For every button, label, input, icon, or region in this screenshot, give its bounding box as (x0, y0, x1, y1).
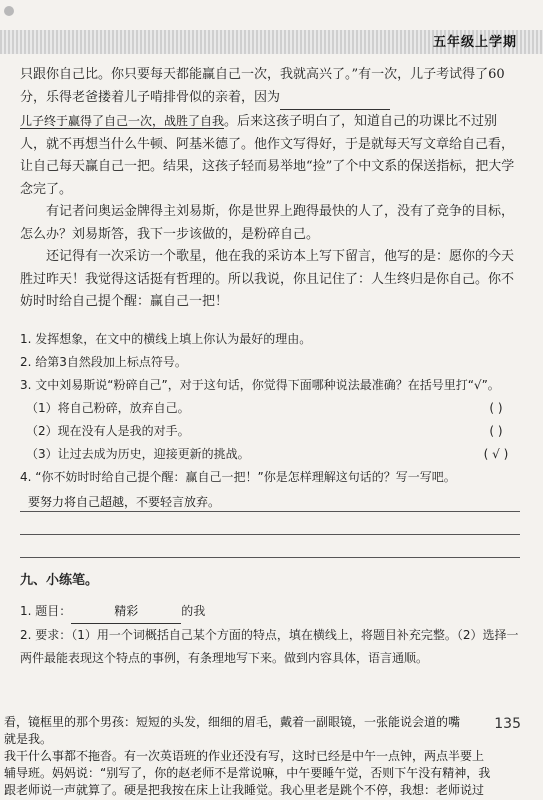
question-4: 4. “你不妨时时给自己提个醒：赢自己一把！”你是怎样理解这句话的？写一写吧。 (20, 469, 456, 484)
passage-paragraph-2: 有记者问奥运金牌得主刘易斯，你是世界上跑得最快的人了，没有了竞争的目标，怎么办？刘易斯答，我下一步该做的，是粉碎自己。 (20, 204, 515, 242)
essay-line: 辅导班。妈妈说：“别写了，你的赵老师不是常说嘛，中午要睡午觉，否则下午没有精神，我 (4, 766, 491, 780)
section-9-heading: 九、小练笔。 (20, 572, 99, 588)
header-title: 五年级上学期 (432, 35, 517, 50)
option-2: （2）现在没有人是我的对手。 ( ) (20, 420, 520, 443)
answer-line-3[interactable] (20, 535, 520, 558)
answer-line-1[interactable] (20, 489, 520, 512)
essay-line: 看，镜框里的那个男孩：短短的头发，细细的眉毛，戴着一副眼镜，一张能说会道的嘴 (4, 715, 461, 729)
passage-paragraph-3: 还记得有一次采访一个歌星，他在我的采访本上写下留言，他写的是：愿你的今天胜过昨天！我觉得这话挺有哲理的。所以我说，你且记住了：人生终归是你自己。你不妨时时给自己提个醒：赢自己一把！ (20, 249, 515, 309)
question-3: 3. 文中刘易斯说“粉碎自己”，对于这句话，你觉得下面哪种说法最准确？在括号里打“√”。 (20, 377, 500, 392)
essay-line: 就是我。 (4, 732, 53, 746)
question-2: 2. 给第3自然段加上标点符号。 (20, 354, 187, 369)
option-2-parens[interactable]: ( ) (489, 423, 503, 438)
page-number: 135 (494, 716, 521, 732)
option-3: （3）让过去成为历史，迎接更新的挑战。 ( √ ) (20, 443, 520, 466)
section-9-item-2: 2. 要求：（1）用一个词概括自己某个方面的特点，填在横线上，将题目补充完整。（2）选择一两件最能表现这个特点的事例，有条理地写下来。做到内容具体，语言通顺。 (20, 628, 519, 665)
question-1: 1. 发挥想象，在文中的横线上填上你认为最好的理由。 (20, 331, 312, 346)
title-blank[interactable]: 精彩 (71, 600, 181, 624)
essay-line: 我干什么事都不拖沓。有一次英语班的作业还没有写，这时已经是中午一点钟，两点半要上 (4, 749, 485, 763)
essay-line: 跟老师说一声就算了。硬是把我按在床上让我睡觉。我心里老是跳个不停，我想：老师说过 (4, 783, 485, 797)
page-header (0, 0, 543, 58)
binding-hole-icon (4, 6, 14, 16)
passage-paragraph-1: 只跟你自己比。你只要每天都能赢自己一次，我就高兴了。”有一次，儿子考试得了60分，乐得老爸搂着儿子啃排骨似的亲着，因为 儿子终于赢得了自己一次，战胜了自我。后来这孩子明白了，知道自己的功课比不过别人，就不再想当什么牛顿、阿基米德了。他作文写得好，于是就每天写文章给自己看，让自己每天赢自己一把。结果，这孩子轻而易举地“捡”了个中文系的保送指标，把大学念完了。 (20, 67, 515, 197)
page-content (20, 64, 520, 670)
q4-answer: 要努力将自己超越，不要轻言放弃。 (28, 494, 221, 509)
option-1-parens[interactable]: ( ) (489, 400, 503, 415)
pasted-essay-text (0, 714, 543, 799)
option-1: （1）将自己粉碎，放弃自己。 ( ) (20, 397, 520, 420)
reason-answer: 儿子终于赢得了自己一次，战胜了自我 (20, 114, 225, 128)
option-3-parens[interactable]: ( √ ) (483, 446, 509, 461)
answer-line-2[interactable] (20, 512, 520, 535)
reason-blank (280, 87, 390, 111)
section-9-item-1: 1. 题目： 精彩 的我 (20, 600, 520, 624)
